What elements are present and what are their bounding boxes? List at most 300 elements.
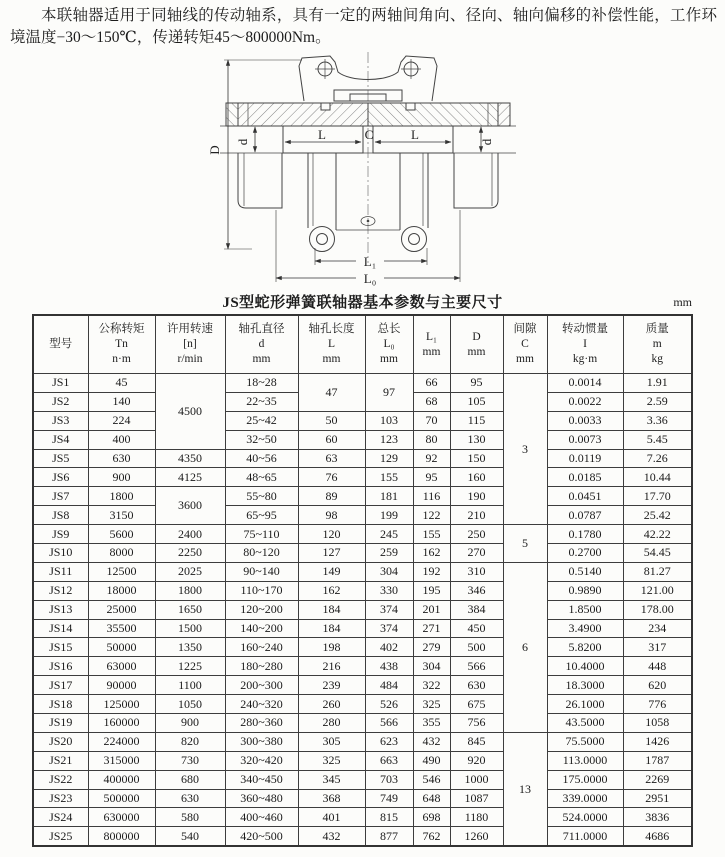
cell-model: JS1 [33, 374, 88, 393]
cell-model: JS10 [33, 544, 88, 563]
cell-inertia: 1.8500 [547, 600, 623, 619]
table-header-row [33, 315, 692, 374]
shaft-stub-right [454, 153, 498, 208]
cell-model: JS13 [33, 600, 88, 619]
cell-bore-L: 162 [298, 581, 365, 600]
cell-model: JS12 [33, 581, 88, 600]
cell-bore-L: 432 [298, 827, 365, 846]
table-row [33, 487, 692, 506]
cell-L1: 355 [413, 714, 450, 733]
table-header [33, 315, 692, 374]
cell-bore-L: 239 [298, 676, 365, 695]
cell-inertia: 0.0119 [547, 449, 623, 468]
cell-mass: 3836 [623, 808, 692, 827]
table-row [33, 525, 692, 544]
cell-model: JS8 [33, 506, 88, 525]
cell-D: 1180 [450, 808, 503, 827]
cell-bore-L: 216 [298, 657, 365, 676]
cell-torque: 3150 [88, 506, 155, 525]
column-header-model: 型号 [33, 315, 88, 374]
cell-inertia: 711.0000 [547, 827, 623, 846]
cell-bore-d: 40~56 [225, 449, 298, 468]
dim-label-d-right: d [479, 138, 494, 146]
cell-D: 630 [450, 676, 503, 695]
drawing-geometry [220, 52, 516, 263]
cell-inertia: 5.8200 [547, 638, 623, 657]
cell-bore-L: 368 [298, 789, 365, 808]
cell-inertia: 0.0787 [547, 506, 623, 525]
cell-torque: 5600 [88, 525, 155, 544]
cell-model: JS4 [33, 430, 88, 449]
cell-bore-d: 280~360 [225, 714, 298, 733]
cell-model: JS22 [33, 770, 88, 789]
column-header-D: D mm [450, 315, 503, 374]
table-row [33, 638, 692, 657]
cell-inertia: 0.5140 [547, 562, 623, 581]
dim-label-L-right: L [411, 127, 419, 142]
cell-mass: 234 [623, 619, 692, 638]
cell-bore-L: 401 [298, 808, 365, 827]
cell-L1: 325 [413, 695, 450, 714]
boss-left [310, 227, 335, 252]
cell-L1: 122 [413, 506, 450, 525]
cell-D: 1260 [450, 827, 503, 846]
cell-L0: 199 [365, 506, 413, 525]
cell-bore-d: 110~170 [225, 581, 298, 600]
cell-mass: 776 [623, 695, 692, 714]
column-header-bore-L: 轴孔长度 L mm [298, 315, 365, 374]
cell-D: 95 [450, 374, 503, 393]
cell-D: 500 [450, 638, 503, 657]
table-row [33, 714, 692, 733]
table-title-row [33, 291, 692, 311]
cell-mass: 317 [623, 638, 692, 657]
cell-L1: 271 [413, 619, 450, 638]
cell-bore-L: 98 [298, 506, 365, 525]
cell-L0: 259 [365, 544, 413, 563]
cell-mass: 5.45 [623, 430, 692, 449]
table-body [33, 374, 692, 847]
cell-inertia: 0.0073 [547, 430, 623, 449]
cell-torque: 45 [88, 374, 155, 393]
cell-bore-d: 90~140 [225, 562, 298, 581]
cell-mass: 448 [623, 657, 692, 676]
dim-label-L-left: L [318, 127, 326, 142]
cell-gap-C: 5 [503, 525, 547, 563]
cell-L1: 95 [413, 468, 450, 487]
cell-bore-d: 48~65 [225, 468, 298, 487]
cell-bore-d: 18~28 [225, 374, 298, 393]
cell-model: JS9 [33, 525, 88, 544]
cell-model: JS23 [33, 789, 88, 808]
cell-D: 1087 [450, 789, 503, 808]
cell-L0: 438 [365, 657, 413, 676]
column-header-gap-C: 间隙 C mm [503, 315, 547, 374]
cell-speed: 1225 [155, 657, 225, 676]
cell-torque: 25000 [88, 600, 155, 619]
cell-L0: 484 [365, 676, 413, 695]
cell-D: 845 [450, 732, 503, 751]
table-row [33, 695, 692, 714]
cell-mass: 17.70 [623, 487, 692, 506]
cell-D: 310 [450, 562, 503, 581]
cell-L1: 155 [413, 525, 450, 544]
boss-right [402, 227, 427, 252]
cell-speed: 3600 [155, 487, 225, 525]
cell-bore-L: 260 [298, 695, 365, 714]
cell-bore-L: 184 [298, 600, 365, 619]
cell-L0: 663 [365, 751, 413, 770]
cell-model: JS3 [33, 411, 88, 430]
coupling-drawing-wrap [0, 50, 725, 288]
cell-L0: 330 [365, 581, 413, 600]
cell-L1: 68 [413, 392, 450, 411]
cell-L1: 698 [413, 808, 450, 827]
cell-speed: 540 [155, 827, 225, 846]
table-row [33, 732, 692, 751]
cell-bore-d: 300~380 [225, 732, 298, 751]
cell-mass: 1426 [623, 732, 692, 751]
cell-torque: 18000 [88, 581, 155, 600]
cell-L0: 566 [365, 714, 413, 733]
cell-mass: 1058 [623, 714, 692, 733]
cell-bore-d: 320~420 [225, 751, 298, 770]
cell-model: JS5 [33, 449, 88, 468]
dim-label-L0: L₀ [363, 271, 377, 286]
cell-model: JS16 [33, 657, 88, 676]
cell-L1: 162 [413, 544, 450, 563]
cell-L1: 92 [413, 449, 450, 468]
cell-bore-L: 127 [298, 544, 365, 563]
cell-D: 115 [450, 411, 503, 430]
cell-torque: 125000 [88, 695, 155, 714]
cell-bore-L: 184 [298, 619, 365, 638]
table-row [33, 430, 692, 449]
cell-D: 675 [450, 695, 503, 714]
cell-L0: 374 [365, 600, 413, 619]
dim-label-L1: L₁ [363, 254, 377, 269]
cell-D: 190 [450, 487, 503, 506]
cell-inertia: 0.0014 [547, 374, 623, 393]
column-header-L1: L₁ mm [413, 315, 450, 374]
cell-L1: 201 [413, 600, 450, 619]
cell-speed: 820 [155, 732, 225, 751]
table-row [33, 676, 692, 695]
cell-model: JS11 [33, 562, 88, 581]
cell-bore-L: 280 [298, 714, 365, 733]
cell-D: 920 [450, 751, 503, 770]
dim-label-D: D [207, 145, 222, 155]
table-row [33, 751, 692, 770]
cell-bore-d: 22~35 [225, 392, 298, 411]
cell-bore-L: 305 [298, 732, 365, 751]
dim-label-C: C [364, 127, 374, 142]
cell-model: JS6 [33, 468, 88, 487]
cell-inertia: 524.0000 [547, 808, 623, 827]
cell-model: JS2 [33, 392, 88, 411]
cell-L0: 304 [365, 562, 413, 581]
cell-bore-L: 120 [298, 525, 365, 544]
cell-L0: 181 [365, 487, 413, 506]
cell-mass: 1787 [623, 751, 692, 770]
cell-mass: 25.42 [623, 506, 692, 525]
cell-inertia: 18.3000 [547, 676, 623, 695]
table-row [33, 411, 692, 430]
cell-L0: 123 [365, 430, 413, 449]
cell-model: JS20 [33, 732, 88, 751]
cell-bore-d: 65~95 [225, 506, 298, 525]
cell-L1: 432 [413, 732, 450, 751]
cell-inertia: 26.1000 [547, 695, 623, 714]
cell-L0: 623 [365, 732, 413, 751]
cell-L1: 80 [413, 430, 450, 449]
cell-L0: 129 [365, 449, 413, 468]
cell-mass: 10.44 [623, 468, 692, 487]
cell-mass: 1.91 [623, 374, 692, 393]
cell-speed: 630 [155, 789, 225, 808]
shaft-stub-left [238, 153, 282, 208]
cell-L1: 70 [413, 411, 450, 430]
cell-speed: 580 [155, 808, 225, 827]
cell-torque: 500000 [88, 789, 155, 808]
cell-bore-d: 120~200 [225, 600, 298, 619]
cell-inertia: 0.0033 [547, 411, 623, 430]
cell-L0: 703 [365, 770, 413, 789]
table-row [33, 544, 692, 563]
cell-D: 1000 [450, 770, 503, 789]
cell-speed: 1500 [155, 619, 225, 638]
cell-bore-L: 345 [298, 770, 365, 789]
cell-model: JS15 [33, 638, 88, 657]
cell-speed: 1650 [155, 600, 225, 619]
cell-bore-d: 360~480 [225, 789, 298, 808]
cell-D: 210 [450, 506, 503, 525]
drawing-labels [207, 127, 494, 286]
cell-D: 270 [450, 544, 503, 563]
cell-torque: 50000 [88, 638, 155, 657]
cell-gap-C: 6 [503, 562, 547, 732]
cell-bore-L: 47 [298, 374, 365, 412]
cell-model: JS18 [33, 695, 88, 714]
cell-model: JS19 [33, 714, 88, 733]
table-row [33, 770, 692, 789]
cell-torque: 63000 [88, 657, 155, 676]
cell-inertia: 0.2700 [547, 544, 623, 563]
cell-torque: 35500 [88, 619, 155, 638]
cell-bore-d: 160~240 [225, 638, 298, 657]
cell-L0: 815 [365, 808, 413, 827]
column-header-torque: 公称转矩 Tn n·m [88, 315, 155, 374]
cell-mass: 121.00 [623, 581, 692, 600]
table-row [33, 374, 692, 393]
cell-L0: 97 [365, 374, 413, 412]
table-row [33, 619, 692, 638]
table-row [33, 600, 692, 619]
parameters-table [32, 314, 693, 847]
cell-inertia: 0.0451 [547, 487, 623, 506]
cell-model: JS21 [33, 751, 88, 770]
cell-mass: 3.36 [623, 411, 692, 430]
cell-bore-d: 240~320 [225, 695, 298, 714]
cell-bore-L: 76 [298, 468, 365, 487]
column-header-L0: 总长 L₀ mm [365, 315, 413, 374]
cell-model: JS24 [33, 808, 88, 827]
cell-bore-d: 55~80 [225, 487, 298, 506]
cell-inertia: 75.5000 [547, 732, 623, 751]
dim-label-d-left: d [235, 138, 250, 146]
cell-bore-L: 325 [298, 751, 365, 770]
cell-inertia: 43.5000 [547, 714, 623, 733]
cell-L0: 402 [365, 638, 413, 657]
cell-L1: 648 [413, 789, 450, 808]
cell-bore-L: 89 [298, 487, 365, 506]
cell-gap-C: 3 [503, 374, 547, 525]
cell-D: 756 [450, 714, 503, 733]
cell-bore-d: 200~300 [225, 676, 298, 695]
cell-inertia: 175.0000 [547, 770, 623, 789]
cell-L1: 762 [413, 827, 450, 846]
cell-bore-d: 80~120 [225, 544, 298, 563]
cell-L1: 116 [413, 487, 450, 506]
cell-D: 450 [450, 619, 503, 638]
cell-torque: 630 [88, 449, 155, 468]
drawing-dimensions [224, 60, 481, 282]
table-row [33, 827, 692, 846]
cell-torque: 800000 [88, 827, 155, 846]
cell-bore-L: 50 [298, 411, 365, 430]
column-header-inertia: 转动惯量 I kg·m [547, 315, 623, 374]
cell-mass: 2.59 [623, 392, 692, 411]
cell-bore-d: 400~460 [225, 808, 298, 827]
table-row [33, 562, 692, 581]
cell-D: 160 [450, 468, 503, 487]
cell-mass: 2269 [623, 770, 692, 789]
cell-model: JS14 [33, 619, 88, 638]
cell-bore-L: 149 [298, 562, 365, 581]
cell-torque: 90000 [88, 676, 155, 695]
cell-L0: 749 [365, 789, 413, 808]
cell-torque: 315000 [88, 751, 155, 770]
cell-speed: 900 [155, 714, 225, 733]
cell-D: 130 [450, 430, 503, 449]
cell-bore-L: 63 [298, 449, 365, 468]
cell-torque: 630000 [88, 808, 155, 827]
cell-L0: 245 [365, 525, 413, 544]
cell-torque: 160000 [88, 714, 155, 733]
intro-paragraph: 本联轴器适用于同轴线的传动轴系，具有一定的两轴间角向、径向、轴向偏移的补偿性能，工作环境温度−30～150℃，传递转矩45～800000Nm。 [10, 7, 717, 46]
cell-inertia: 3.4900 [547, 619, 623, 638]
cell-bore-d: 32~50 [225, 430, 298, 449]
cell-gap-C: 13 [503, 732, 547, 846]
table-row [33, 657, 692, 676]
cell-bore-d: 140~200 [225, 619, 298, 638]
cell-speed: 1100 [155, 676, 225, 695]
cell-L0: 877 [365, 827, 413, 846]
cell-inertia: 339.0000 [547, 789, 623, 808]
cell-torque: 8000 [88, 544, 155, 563]
cell-torque: 224 [88, 411, 155, 430]
cell-bore-d: 25~42 [225, 411, 298, 430]
cell-bore-d: 340~450 [225, 770, 298, 789]
cell-torque: 900 [88, 468, 155, 487]
cell-speed: 4500 [155, 374, 225, 450]
table-row [33, 789, 692, 808]
cell-torque: 12500 [88, 562, 155, 581]
cell-speed: 680 [155, 770, 225, 789]
cell-L1: 195 [413, 581, 450, 600]
cell-speed: 1350 [155, 638, 225, 657]
cell-model: JS25 [33, 827, 88, 846]
table-title: JS型蛇形弹簧联轴器基本参数与主要尺寸 [222, 295, 503, 311]
cell-torque: 400 [88, 430, 155, 449]
cell-model: JS7 [33, 487, 88, 506]
table-unit-note: mm [673, 295, 692, 309]
cell-inertia: 113.0000 [547, 751, 623, 770]
cell-inertia: 0.1780 [547, 525, 623, 544]
table-row [33, 581, 692, 600]
cell-speed: 1800 [155, 581, 225, 600]
column-header-speed: 许用转速 [n] r/min [155, 315, 225, 374]
cell-bore-d: 180~280 [225, 657, 298, 676]
cell-D: 566 [450, 657, 503, 676]
cell-bore-d: 75~110 [225, 525, 298, 544]
cell-speed: 4350 [155, 449, 225, 468]
cell-mass: 620 [623, 676, 692, 695]
column-header-bore-d: 轴孔直径 d mm [225, 315, 298, 374]
cell-inertia: 0.9890 [547, 581, 623, 600]
coupling-drawing [198, 50, 538, 288]
cell-mass: 2951 [623, 789, 692, 808]
cell-L0: 526 [365, 695, 413, 714]
cell-inertia: 0.0185 [547, 468, 623, 487]
cell-L1: 66 [413, 374, 450, 393]
cell-torque: 400000 [88, 770, 155, 789]
cell-mass: 81.27 [623, 562, 692, 581]
cell-mass: 54.45 [623, 544, 692, 563]
cell-L1: 490 [413, 751, 450, 770]
cell-speed: 2025 [155, 562, 225, 581]
cell-L1: 279 [413, 638, 450, 657]
table-row [33, 808, 692, 827]
cell-model: JS17 [33, 676, 88, 695]
cell-mass: 42.22 [623, 525, 692, 544]
table-row [33, 506, 692, 525]
cell-inertia: 0.0022 [547, 392, 623, 411]
cell-L1: 304 [413, 657, 450, 676]
table-row [33, 449, 692, 468]
cell-D: 384 [450, 600, 503, 619]
cell-mass: 178.00 [623, 600, 692, 619]
cell-torque: 1800 [88, 487, 155, 506]
cell-D: 105 [450, 392, 503, 411]
cell-mass: 7.26 [623, 449, 692, 468]
cell-bore-d: 420~500 [225, 827, 298, 846]
cell-bore-L: 60 [298, 430, 365, 449]
cell-L1: 192 [413, 562, 450, 581]
cell-speed: 730 [155, 751, 225, 770]
cell-speed: 2400 [155, 525, 225, 544]
cell-torque: 140 [88, 392, 155, 411]
cell-torque: 224000 [88, 732, 155, 751]
cell-bore-L: 198 [298, 638, 365, 657]
cell-mass: 4686 [623, 827, 692, 846]
cell-L1: 322 [413, 676, 450, 695]
cell-D: 150 [450, 449, 503, 468]
cell-D: 346 [450, 581, 503, 600]
cell-D: 250 [450, 525, 503, 544]
cell-L0: 103 [365, 411, 413, 430]
cell-L0: 374 [365, 619, 413, 638]
